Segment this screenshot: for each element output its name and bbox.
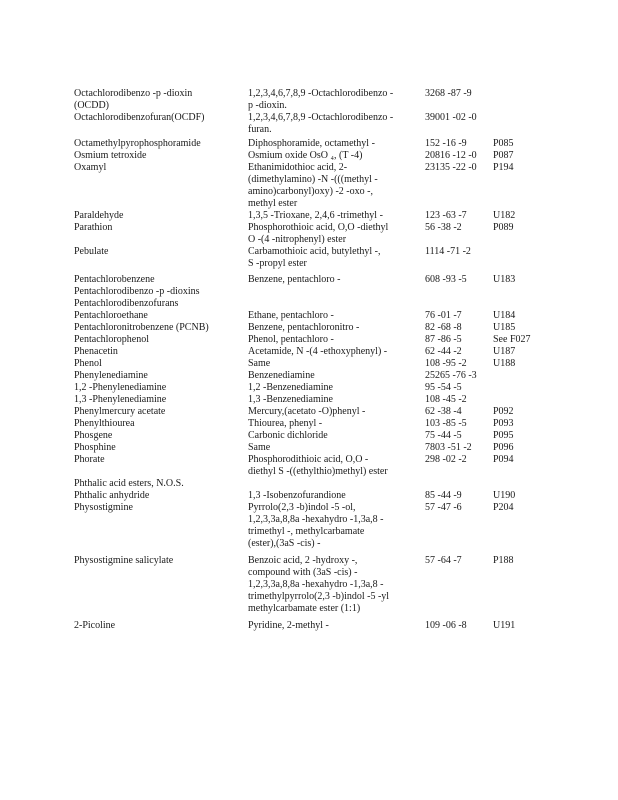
chemical-synonym — [248, 346, 418, 358]
cas-number: 23135 -22 -0 — [425, 162, 477, 173]
cas-number: 108 -45 -2 — [425, 394, 467, 405]
chemical-synonym-line: Carbamothioic acid, butylethyl -, — [248, 246, 381, 257]
waste-code: P095 — [493, 430, 514, 441]
chemical-synonym-line: (ester),(3aS -cis) - — [248, 538, 321, 549]
chemical-synonym-line: Acetamide, N -(4 -ethoxyphenyl) - — [248, 346, 388, 357]
chemical-synonym — [248, 322, 418, 334]
chemical-synonym-line: furan. — [248, 124, 272, 135]
chemical-synonym-line: Mercury,(acetato -O)phenyl - — [248, 406, 366, 417]
substance-name — [74, 555, 242, 567]
table-row — [0, 162, 618, 210]
substance-name-line: Octachlorodibenzo -p -dioxin — [74, 88, 193, 99]
table-row — [0, 370, 618, 382]
cas-number: 62 -38 -4 — [425, 406, 462, 417]
substance-name-line: Paraldehyde — [74, 210, 124, 221]
chemical-synonym — [248, 138, 418, 150]
table-row — [0, 310, 618, 322]
chemical-synonym — [248, 454, 418, 478]
chemical-synonym — [248, 502, 418, 550]
chemical-synonym-line: Ethane, pentachloro - — [248, 310, 334, 321]
cas-number: 95 -54 -5 — [425, 382, 462, 393]
waste-code: U182 — [493, 210, 516, 221]
substance-name-line: Oxamyl — [74, 162, 107, 173]
substance-name-line: Phthalic acid esters, N.O.S. — [74, 478, 184, 489]
waste-code: P087 — [493, 150, 514, 161]
cas-number: 62 -44 -2 — [425, 346, 462, 357]
substance-name-line: Phenylthiourea — [74, 418, 135, 429]
substance-name — [74, 478, 242, 490]
table-row — [0, 222, 618, 246]
substance-name — [74, 222, 242, 234]
chemical-synonym — [248, 406, 418, 418]
chemical-synonym-line: 1,2,3,4,6,7,8,9 -Octachlorodibenzo - — [248, 88, 394, 99]
substance-name-line: Phosgene — [74, 430, 113, 441]
cas-number: 152 -16 -9 — [425, 138, 467, 149]
chemical-synonym-line: Benzenediamine — [248, 370, 315, 381]
waste-code: P089 — [493, 222, 514, 233]
chemical-synonym — [248, 162, 418, 210]
substance-name — [74, 382, 242, 394]
table-row — [0, 274, 618, 310]
substance-name — [74, 394, 242, 406]
substance-name — [74, 418, 242, 430]
cas-number: 75 -44 -5 — [425, 430, 462, 441]
substance-name-line: Pebulate — [74, 246, 109, 257]
chemical-synonym-line: Pyrrolo(2,3 -b)indol -5 -ol, — [248, 502, 356, 513]
chemical-synonym-line: Diphosphoramide, octamethyl - — [248, 138, 375, 149]
chemical-synonym-line: 1,2,3,4,6,7,8,9 -Octachlorodibenzo - — [248, 112, 394, 123]
substance-name-line: (OCDD) — [74, 100, 109, 111]
chemical-synonym-line: Carbonic dichloride — [248, 430, 328, 441]
substance-name — [74, 334, 242, 346]
substance-name — [74, 406, 242, 418]
cas-number: 76 -01 -7 — [425, 310, 462, 321]
waste-code: U188 — [493, 358, 516, 369]
waste-code: P194 — [493, 162, 514, 173]
chemical-list — [0, 88, 618, 632]
table-row — [0, 502, 618, 550]
chemical-synonym-line: Benzoic acid, 2 -hydroxy -, — [248, 555, 358, 566]
chemical-synonym — [248, 555, 418, 615]
table-row — [0, 334, 618, 346]
substance-name-line: Phenylmercury acetate — [74, 406, 166, 417]
cas-number: 85 -44 -9 — [425, 490, 462, 501]
cas-number: 298 -02 -2 — [425, 454, 467, 465]
substance-name-line: Pentachloroethane — [74, 310, 148, 321]
substance-name — [74, 370, 242, 382]
cas-number: 109 -06 -8 — [425, 620, 467, 631]
table-row — [0, 620, 618, 632]
waste-code: P092 — [493, 406, 514, 417]
chemical-synonym — [248, 150, 418, 162]
chemical-synonym-line: Phosphorothioic acid, O,O -diethyl — [248, 222, 389, 233]
chemical-synonym — [248, 370, 418, 382]
substance-name-line: Physostigmine — [74, 502, 133, 513]
waste-code: P188 — [493, 555, 514, 566]
chemical-synonym — [248, 210, 418, 222]
chemical-synonym — [248, 358, 418, 370]
waste-code: U190 — [493, 490, 516, 501]
chemical-synonym-line: 1,3 -Isobenzofurandione — [248, 490, 346, 501]
substance-name-line: Parathion — [74, 222, 113, 233]
chemical-synonym-line: Osmium oxide OsO ₄, (T -4) — [248, 150, 363, 161]
substance-name-line: Phenylenediamine — [74, 370, 148, 381]
chemical-synonym-line: compound with (3aS -cis) - — [248, 567, 358, 578]
table-row — [0, 322, 618, 334]
chemical-synonym — [248, 620, 418, 632]
substance-name-line: Octachlorodibenzofuran(OCDF) — [74, 112, 205, 123]
substance-name-line: 2-Picoline — [74, 620, 116, 631]
chemical-synonym-line: O -(4 -nitrophenyl) ester — [248, 234, 347, 245]
chemical-synonym — [248, 310, 418, 322]
substance-name — [74, 346, 242, 358]
chemical-synonym — [248, 430, 418, 442]
chemical-synonym-line: S -propyl ester — [248, 258, 307, 269]
chemical-synonym-line: Thiourea, phenyl - — [248, 418, 323, 429]
substance-name — [74, 138, 242, 150]
substance-name-line: Pentachloronitrobenzene (PCNB) — [74, 322, 209, 333]
table-row — [0, 430, 618, 442]
cas-number: 25265 -76 -3 — [425, 370, 477, 381]
waste-code: P204 — [493, 502, 514, 513]
substance-name — [74, 502, 242, 514]
table-row — [0, 394, 618, 406]
substance-name — [74, 210, 242, 222]
substance-name — [74, 150, 242, 162]
waste-code: P093 — [493, 418, 514, 429]
cas-number: 57 -47 -6 — [425, 502, 462, 513]
chemical-synonym — [248, 334, 418, 346]
chemical-synonym-line: trimethylpyrrolo(2,3 -b)indol -5 -yl — [248, 591, 390, 602]
chemical-synonym — [248, 246, 418, 270]
waste-code: P096 — [493, 442, 514, 453]
cas-number: 608 -93 -5 — [425, 274, 467, 285]
chemical-synonym — [248, 274, 418, 286]
substance-name — [74, 88, 242, 112]
table-row — [0, 112, 618, 136]
table-row — [0, 490, 618, 502]
chemical-synonym-line: Benzene, pentachloro - — [248, 274, 341, 285]
chemical-synonym — [248, 88, 418, 112]
substance-name — [74, 490, 242, 502]
chemical-synonym-line: Same — [248, 358, 271, 369]
cas-number: 103 -85 -5 — [425, 418, 467, 429]
chemical-synonym-line: 1,2,3,3a,8,8a -hexahydro -1,3a,8 - — [248, 579, 384, 590]
cas-number: 39001 -02 -0 — [425, 112, 477, 123]
waste-code: U185 — [493, 322, 516, 333]
table-row — [0, 478, 618, 490]
substance-name — [74, 358, 242, 370]
chemical-synonym-line: amino)carbonyl)oxy) -2 -oxo -, — [248, 186, 373, 197]
chemical-synonym-line: 1,3,5 -Trioxane, 2,4,6 -trimethyl - — [248, 210, 383, 221]
cas-number: 82 -68 -8 — [425, 322, 462, 333]
table-row — [0, 210, 618, 222]
chemical-synonym-line: 1,2,3,3a,8,8a -hexahydro -1,3a,8 - — [248, 514, 384, 525]
cas-number: 1114 -71 -2 — [425, 246, 471, 257]
table-row — [0, 418, 618, 430]
table-row — [0, 88, 618, 112]
cas-number: 7803 -51 -2 — [425, 442, 472, 453]
substance-name-line: Octamethylpyrophosphoramide — [74, 138, 201, 149]
chemical-synonym-line: Phosphorodithioic acid, O,O - — [248, 454, 369, 465]
substance-name — [74, 112, 242, 124]
chemical-synonym-line: Same — [248, 442, 271, 453]
substance-name — [74, 162, 242, 174]
table-row — [0, 150, 618, 162]
substance-name — [74, 620, 242, 632]
substance-name-line: Phenol — [74, 358, 102, 369]
table-row — [0, 442, 618, 454]
chemical-synonym-line: methylcarbamate ester (1:1) — [248, 603, 361, 614]
chemical-synonym-line: methyl ester — [248, 198, 298, 209]
substance-name-line: Pentachlorodibenzofurans — [74, 298, 179, 309]
substance-name-line: Pentachlorodibenzo -p -dioxins — [74, 286, 200, 297]
substance-name-line: Osmium tetroxide — [74, 150, 147, 161]
chemical-synonym-line: trimethyl -, methylcarbamate — [248, 526, 365, 537]
cas-number: 20816 -12 -0 — [425, 150, 477, 161]
substance-name — [74, 310, 242, 322]
chemical-synonym — [248, 490, 418, 502]
substance-name-line: 1,3 -Phenylenediamine — [74, 394, 167, 405]
table-row — [0, 382, 618, 394]
table-row — [0, 358, 618, 370]
cas-number: 56 -38 -2 — [425, 222, 462, 233]
chemical-synonym-line: Pyridine, 2-methyl - — [248, 620, 329, 631]
cas-number: 123 -63 -7 — [425, 210, 467, 221]
cas-number: 108 -95 -2 — [425, 358, 467, 369]
substance-name-line: Phosphine — [74, 442, 116, 453]
chemical-synonym — [248, 222, 418, 246]
chemical-synonym-line: Benzene, pentachloronitro - — [248, 322, 360, 333]
substance-name — [74, 430, 242, 442]
chemical-synonym — [248, 394, 418, 406]
chemical-synonym — [248, 418, 418, 430]
chemical-synonym — [248, 382, 418, 394]
substance-name-line: Phorate — [74, 454, 105, 465]
substance-name-line: Phthalic anhydride — [74, 490, 150, 501]
waste-code: See F027 — [493, 334, 531, 345]
substance-name — [74, 442, 242, 454]
substance-name — [74, 246, 242, 258]
table-row — [0, 138, 618, 150]
substance-name-line: Pentachlorophenol — [74, 334, 149, 345]
waste-code: P094 — [493, 454, 514, 465]
substance-name — [74, 454, 242, 466]
waste-code: U183 — [493, 274, 516, 285]
waste-code: U191 — [493, 620, 516, 631]
substance-name-line: 1,2 -Phenylenediamine — [74, 382, 167, 393]
substance-name-line: Phenacetin — [74, 346, 118, 357]
chemical-synonym-line: p -dioxin. — [248, 100, 287, 111]
substance-name — [74, 322, 242, 334]
table-row — [0, 246, 618, 270]
waste-code: U187 — [493, 346, 516, 357]
chemical-synonym — [248, 112, 418, 136]
substance-name-line: Physostigmine salicylate — [74, 555, 174, 566]
table-row — [0, 454, 618, 478]
table-row — [0, 346, 618, 358]
chemical-synonym-line: Phenol, pentachloro - — [248, 334, 334, 345]
table-row — [0, 555, 618, 615]
chemical-synonym-line: diethyl S -((ethylthio)methyl) ester — [248, 466, 388, 477]
chemical-synonym-line: Ethanimidothioc acid, 2- — [248, 162, 348, 173]
cas-number: 87 -86 -5 — [425, 334, 462, 345]
chemical-synonym-line: (dimethylamino) -N -(((methyl - — [248, 174, 378, 185]
substance-name-line: Pentachlorobenzene — [74, 274, 155, 285]
table-row — [0, 406, 618, 418]
substance-name — [74, 274, 242, 310]
waste-code: P085 — [493, 138, 514, 149]
chemical-synonym — [248, 442, 418, 454]
chemical-synonym-line: 1,3 -Benzenediamine — [248, 394, 333, 405]
cas-number: 3268 -87 -9 — [425, 88, 472, 99]
waste-code: U184 — [493, 310, 516, 321]
chemical-synonym-line: 1,2 -Benzenediamine — [248, 382, 333, 393]
cas-number: 57 -64 -7 — [425, 555, 462, 566]
